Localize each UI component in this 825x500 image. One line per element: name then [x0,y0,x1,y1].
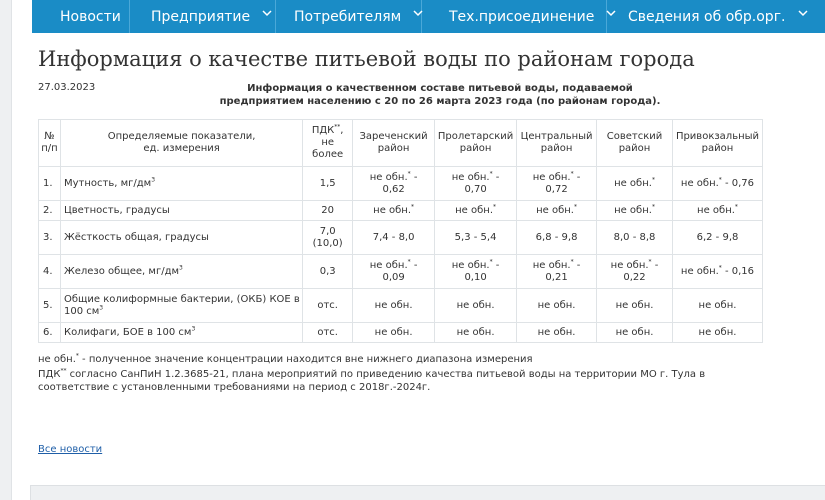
district-value [672,201,762,221]
pdk-value [303,201,353,221]
nav-item-label: Новости [60,8,121,25]
district-value [353,289,435,323]
indicator-name-text: Колифаги, БОЕ в 100 см [63,326,192,338]
table-row [39,323,763,343]
district-value [597,323,673,343]
district-value [672,221,762,255]
header-district: Центральный район [517,120,597,167]
footnote-text: не обн. [38,354,76,365]
row-number [39,201,61,221]
indicator-name-text: Мутность, мг/дм [63,177,152,189]
value-text: - [651,259,659,271]
value-text: - [573,171,581,183]
value-text: не обн. [615,299,654,311]
nav-item-label: Сведения об обр.орг. [628,8,786,25]
district-value [435,201,517,221]
value-text: не обн. [532,171,571,183]
value-text: 0,09 [382,271,405,283]
indicator-name [60,221,302,255]
footnote-mark: * [489,170,493,178]
value-text: не обн. [451,259,490,271]
publish-date: 27.03.2023 [38,82,96,93]
value-text: не обн. [369,171,408,183]
value-text: - [573,259,581,271]
value-text: не обн. [456,299,495,311]
value-text: - [492,259,500,271]
value-text: 0,10 [464,271,487,283]
value-text: не обн. [697,204,735,216]
district-value [435,289,517,323]
value-text: не обн. [537,326,576,338]
chevron-down-icon [262,10,272,20]
nav-item-education-info[interactable] [607,0,825,33]
pdk-value [303,167,353,201]
value-text: 0,21 [545,271,568,283]
row-number-text: 1. [43,177,53,189]
header-num: № п/п [39,120,61,167]
value-text: не обн. [680,177,719,189]
district-value [353,167,435,201]
value-text: 5,3 - 5,4 [454,231,497,243]
indicator-name [60,255,302,289]
row-number [39,323,61,343]
value-text: не обн. [451,171,490,183]
table-body [39,167,763,343]
value-text: не обн. [680,265,719,277]
value-text: 0,22 [623,271,646,283]
footer-strip [30,485,825,500]
indicator-name [60,323,302,343]
district-value [672,167,762,201]
table-row [39,221,763,255]
value-text: 0,62 [382,183,405,195]
pdk-value-text: отс. [317,326,338,338]
indicator-name-text: Железо общее, мг/дм [63,265,180,277]
indicator-name [60,201,302,221]
chevron-down-icon [798,10,808,20]
footnote-mark: * [734,203,738,211]
value-text: 7,4 - 8,0 [372,231,415,243]
footnote-mark: * [407,170,411,178]
main-nav [32,0,825,33]
row-number [39,255,61,289]
table-row [39,201,763,221]
all-news-link[interactable]: Все новости [38,444,103,455]
unit-superscript: 3 [151,176,156,184]
footnote-mark: * [407,258,411,266]
district-value [597,221,673,255]
district-value [597,255,673,289]
value-text: не обн. [614,177,652,189]
table-row [39,255,763,289]
nav-item-label: Тех.присоединение [449,8,595,25]
value-text: не обн. [374,326,413,338]
pdk-value-text: 20 [321,204,335,216]
district-value [517,289,597,323]
row-number [39,289,61,323]
header-district: Привокзальный район [672,120,762,167]
district-value [353,201,435,221]
footnote-mark: * [718,264,722,272]
district-value [353,221,435,255]
value-text: не обн. [455,204,493,216]
nav-item-consumers[interactable] [276,0,422,33]
unit-superscript: 3 [191,325,196,333]
footnote [38,368,738,394]
nav-item-news[interactable] [32,0,130,33]
pdk-value-text: 0,3 [319,265,336,277]
district-value [672,289,762,323]
table-row [39,167,763,201]
header-district: Пролетарский район [435,120,517,167]
value-text: не обн. [536,204,574,216]
row-number [39,167,61,201]
row-number-text: 5. [43,299,53,311]
table-header-row [39,120,763,167]
district-value [517,255,597,289]
header-indicator-line: Определяемые показатели, [107,131,256,142]
footnote-mark: * [489,258,493,266]
pdk-value [303,221,353,255]
unit-superscript: 3 [179,264,183,272]
value-text: не обн. [532,259,571,271]
header-district: Советский район [597,120,673,167]
nav-item-tech-connection[interactable] [422,0,607,33]
value-text: не обн. [373,204,412,216]
district-value [672,255,762,289]
header-district: Зареченский район [353,120,435,167]
header-pdk-text: , не более [312,125,344,160]
footnote-mark: * [75,352,79,360]
value-text: 6,8 - 9,8 [535,231,578,243]
nav-item-enterprise[interactable] [130,0,276,33]
district-value [517,201,597,221]
value-text: не обн. [698,299,737,311]
value-text: - 0,76 [721,177,755,189]
value-text: 8,0 - 8,8 [613,231,656,243]
footnotes [38,353,738,396]
page-title: Информация о качестве питьевой воды по районам города [38,47,695,71]
footnote-mark: * [718,176,722,184]
value-text: - [410,171,418,183]
district-value [597,201,673,221]
footnote-mark: ** [60,367,67,375]
value-text: - [492,171,500,183]
district-value [517,167,597,201]
footnote-mark: ** [334,123,341,131]
value-text: не обн. [537,299,576,311]
pdk-value-text: отс. [317,299,338,311]
value-text: 0,70 [464,183,487,195]
value-text: - [410,259,418,271]
value-text: 6,2 - 9,8 [696,231,739,243]
row-number-text: 4. [43,265,53,277]
left-scroll-gutter [0,0,12,500]
footnote-mark: * [651,176,655,184]
footnote [38,353,738,366]
footnote-text: - полученное значение концентрации находится вне нижнего диапазона измерения [78,354,533,365]
footnote-mark: * [570,170,574,178]
indicator-name-text: Общие колиформные бактерии, (ОКБ) КОЕ в 100 см [63,293,300,317]
header-indicator-line: ед. измерения [143,143,220,154]
footnote-text: согласно СанПиН 1.2.3685-21, плана мероприятий по приведению качества питьевой воды на территории МО г. Тула в соответствие с установленными требованиями на период с 2018г.-2024г. [38,369,706,393]
district-value [435,221,517,255]
header-pdk [303,120,353,167]
pdk-value [303,323,353,343]
district-value [353,255,435,289]
value-text: не обн. [698,326,737,338]
chevron-down-icon [413,10,423,20]
value-text: не обн. [615,326,654,338]
info-heading-line: предприятием населению с 20 по 26 марта 2023 года (по районам города). [219,96,661,107]
value-text: не обн. [614,204,652,216]
district-value [353,323,435,343]
indicator-name-text: Цветность, градусы [63,204,170,216]
value-text: - 0,16 [721,265,755,277]
district-value [435,167,517,201]
unit-superscript: 3 [99,304,104,312]
district-value [517,221,597,255]
info-heading [190,82,690,108]
footnote-mark: * [411,203,415,211]
footnote-mark: * [573,203,577,211]
header-pdk-text: ПДК [311,125,335,136]
footnote-mark: * [570,258,574,266]
pdk-value [303,255,353,289]
row-number-text: 2. [43,204,53,216]
value-text: не обн. [374,299,413,311]
district-value [435,323,517,343]
value-text: не обн. [456,326,495,338]
district-value [597,167,673,201]
pdk-value-text: 1,5 [319,177,336,189]
district-value [435,255,517,289]
chevron-down-icon [606,10,616,20]
header-indicator [60,120,302,167]
district-value [517,323,597,343]
value-text: не обн. [610,259,649,271]
value-text: не обн. [369,259,408,271]
indicator-name-text: Жёсткость общая, градусы [63,231,209,243]
district-value [597,289,673,323]
district-value [672,323,762,343]
row-number [39,221,61,255]
indicator-name [60,289,302,323]
nav-item-label: Предприятие [151,8,251,25]
footnote-mark: * [648,258,652,266]
indicator-name [60,167,302,201]
nav-item-label: Потребителям [294,8,402,25]
footnote-mark: * [493,203,496,211]
table-row [39,289,763,323]
row-number-text: 6. [43,326,53,338]
water-quality-table [38,119,763,343]
info-heading-line: Информация о качественном составе питьевой воды, подаваемой [247,83,633,94]
pdk-value-text: 7,0 (10,0) [312,225,343,249]
footnote-text: ПДК [38,369,61,380]
value-text: 0,72 [545,183,568,195]
footnote-mark: * [651,203,655,211]
pdk-value [303,289,353,323]
row-number-text: 3. [43,231,53,243]
